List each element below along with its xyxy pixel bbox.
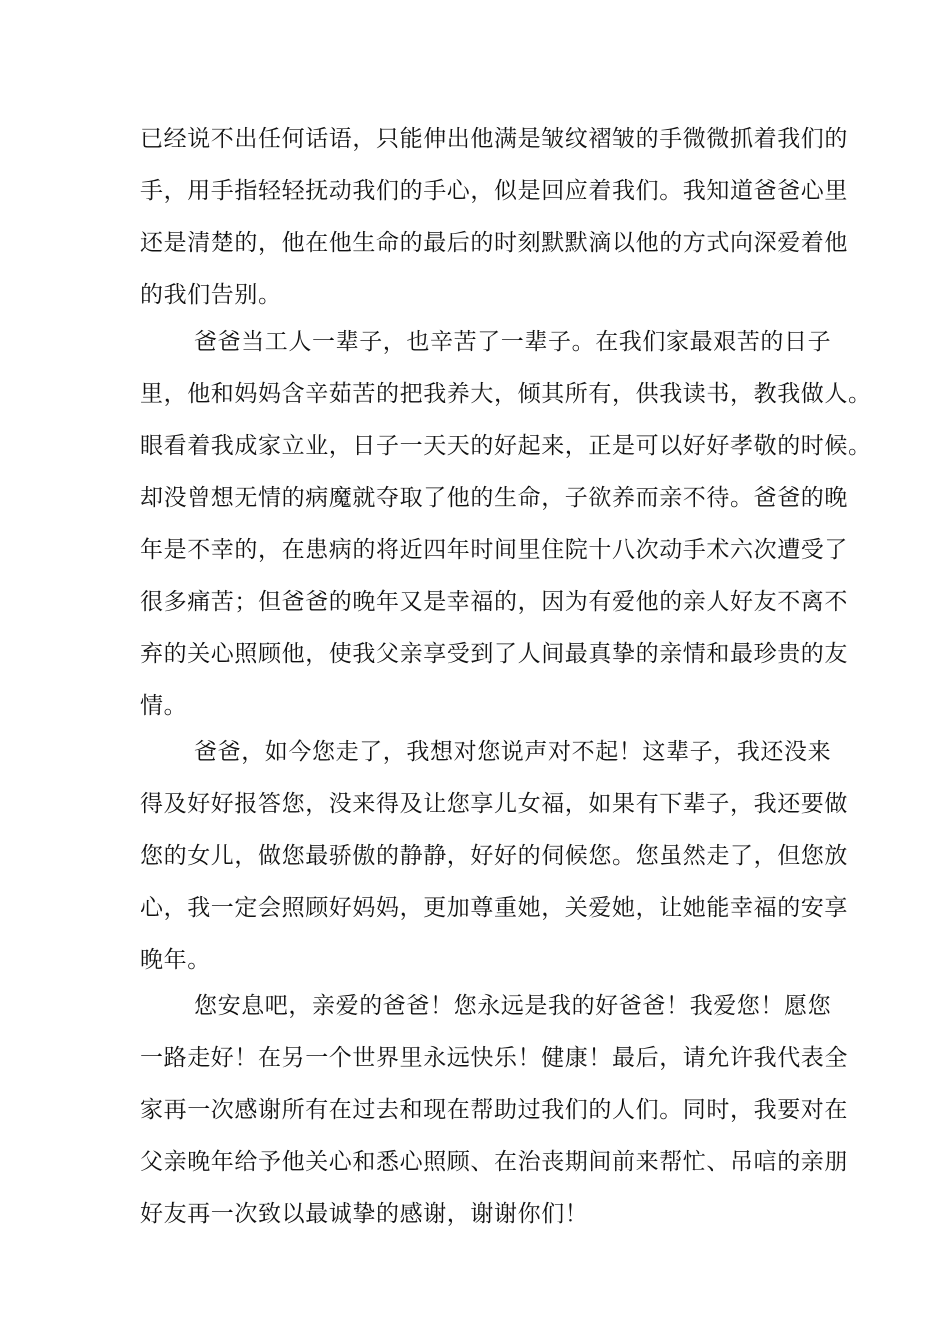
text-line: 一路走好！在另一个世界里永远快乐！健康！最后，请允许我代表全 <box>140 1045 848 1071</box>
text-line: 好友再一次致以最诚挚的感谢，谢谢你们！ <box>140 1201 589 1227</box>
text-line: 年是不幸的，在患病的将近四年时间里住院十八次动手术六次遭受了 <box>140 537 848 563</box>
text-line: 很多痛苦；但爸爸的晚年又是幸福的，因为有爱他的亲人好友不离不 <box>140 589 848 615</box>
text-line: 已经说不出任何话语，只能伸出他满是皱纹褶皱的手微微抓着我们的 <box>140 126 848 152</box>
text-line: 里，他和妈妈含辛茹苦的把我养大，倾其所有，供我读书，教我做人。 <box>140 381 872 407</box>
text-line: 手，用手指轻轻抚动我们的手心，似是回应着我们。我知道爸爸心里 <box>140 178 848 204</box>
text-line: 您的女儿，做您最骄傲的静静，好好的伺候您。您虽然走了，但您放 <box>140 843 848 869</box>
paragraph-first-line: 您安息吧，亲爱的爸爸！您永远是我的好爸爸！我爱您！愿您 <box>194 993 832 1019</box>
text-line: 得及好好报答您，没来得及让您享儿女福，如果有下辈子，我还要做 <box>140 791 848 817</box>
text-line: 晚年。 <box>140 947 211 973</box>
text-line: 父亲晚年给予他关心和悉心照顾、在治丧期间前来帮忙、吊唁的亲朋 <box>140 1149 848 1175</box>
text-line: 心，我一定会照顾好妈妈，更加尊重她，关爱她，让她能幸福的安享 <box>140 895 848 921</box>
text-line: 眼看着我成家立业，日子一天天的好起来，正是可以好好孝敬的时候。 <box>140 433 872 459</box>
text-line: 弃的关心照顾他，使我父亲享受到了人间最真挚的亲情和最珍贵的友 <box>140 641 848 667</box>
paragraph-first-line: 爸爸当工人一辈子，也辛苦了一辈子。在我们家最艰苦的日子 <box>194 329 832 355</box>
paragraph-first-line: 爸爸，如今您走了，我想对您说声对不起！这辈子，我还没来 <box>194 739 832 765</box>
text-line: 却没曾想无情的病魔就夺取了他的生命，子欲养而亲不待。爸爸的晚 <box>140 485 848 511</box>
text-line: 家再一次感谢所有在过去和现在帮助过我们的人们。同时，我要对在 <box>140 1097 848 1123</box>
text-line: 的我们告别。 <box>140 282 282 308</box>
text-line: 还是清楚的，他在他生命的最后的时刻默默滴以他的方式向深爱着他 <box>140 230 848 256</box>
text-line: 情。 <box>140 693 188 719</box>
